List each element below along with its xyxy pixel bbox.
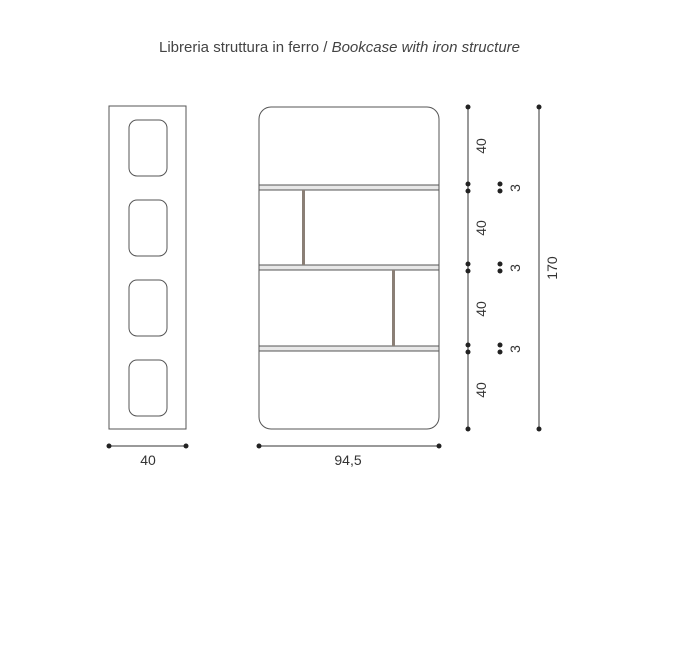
side-opening-4 xyxy=(129,360,167,416)
compartment-height-4: 40 xyxy=(473,382,489,398)
shelf-2 xyxy=(259,265,439,270)
compartment-height-1: 40 xyxy=(473,138,489,154)
compartment-height-3: 40 xyxy=(473,301,489,317)
front-width-dimension xyxy=(257,444,442,469)
total-height-label: 170 xyxy=(544,256,560,280)
title-english: Bookcase with iron structure xyxy=(331,39,520,56)
total-height-dimension xyxy=(537,105,561,432)
shelf-3 xyxy=(259,346,439,351)
compartment-height-dimension xyxy=(466,105,490,432)
front-view xyxy=(259,107,439,429)
side-view xyxy=(109,106,186,429)
shelf-thickness-2: 3 xyxy=(507,264,523,272)
divider-1 xyxy=(302,190,305,265)
side-opening-3 xyxy=(129,280,167,336)
side-opening-1 xyxy=(129,120,167,176)
front-width-label: 94,5 xyxy=(334,452,362,468)
compartment-height-2: 40 xyxy=(473,220,489,236)
side-width-dimension xyxy=(107,444,189,469)
side-frame xyxy=(109,106,186,429)
shelf-thickness-dimension xyxy=(498,182,524,355)
title-italian: Libreria struttura in ferro / xyxy=(159,39,328,56)
side-opening-2 xyxy=(129,200,167,256)
shelf-1 xyxy=(259,185,439,190)
side-width-label: 40 xyxy=(140,452,156,468)
divider-2 xyxy=(392,270,395,346)
shelf-thickness-3: 3 xyxy=(507,345,523,353)
shelf-thickness-1: 3 xyxy=(507,184,523,192)
